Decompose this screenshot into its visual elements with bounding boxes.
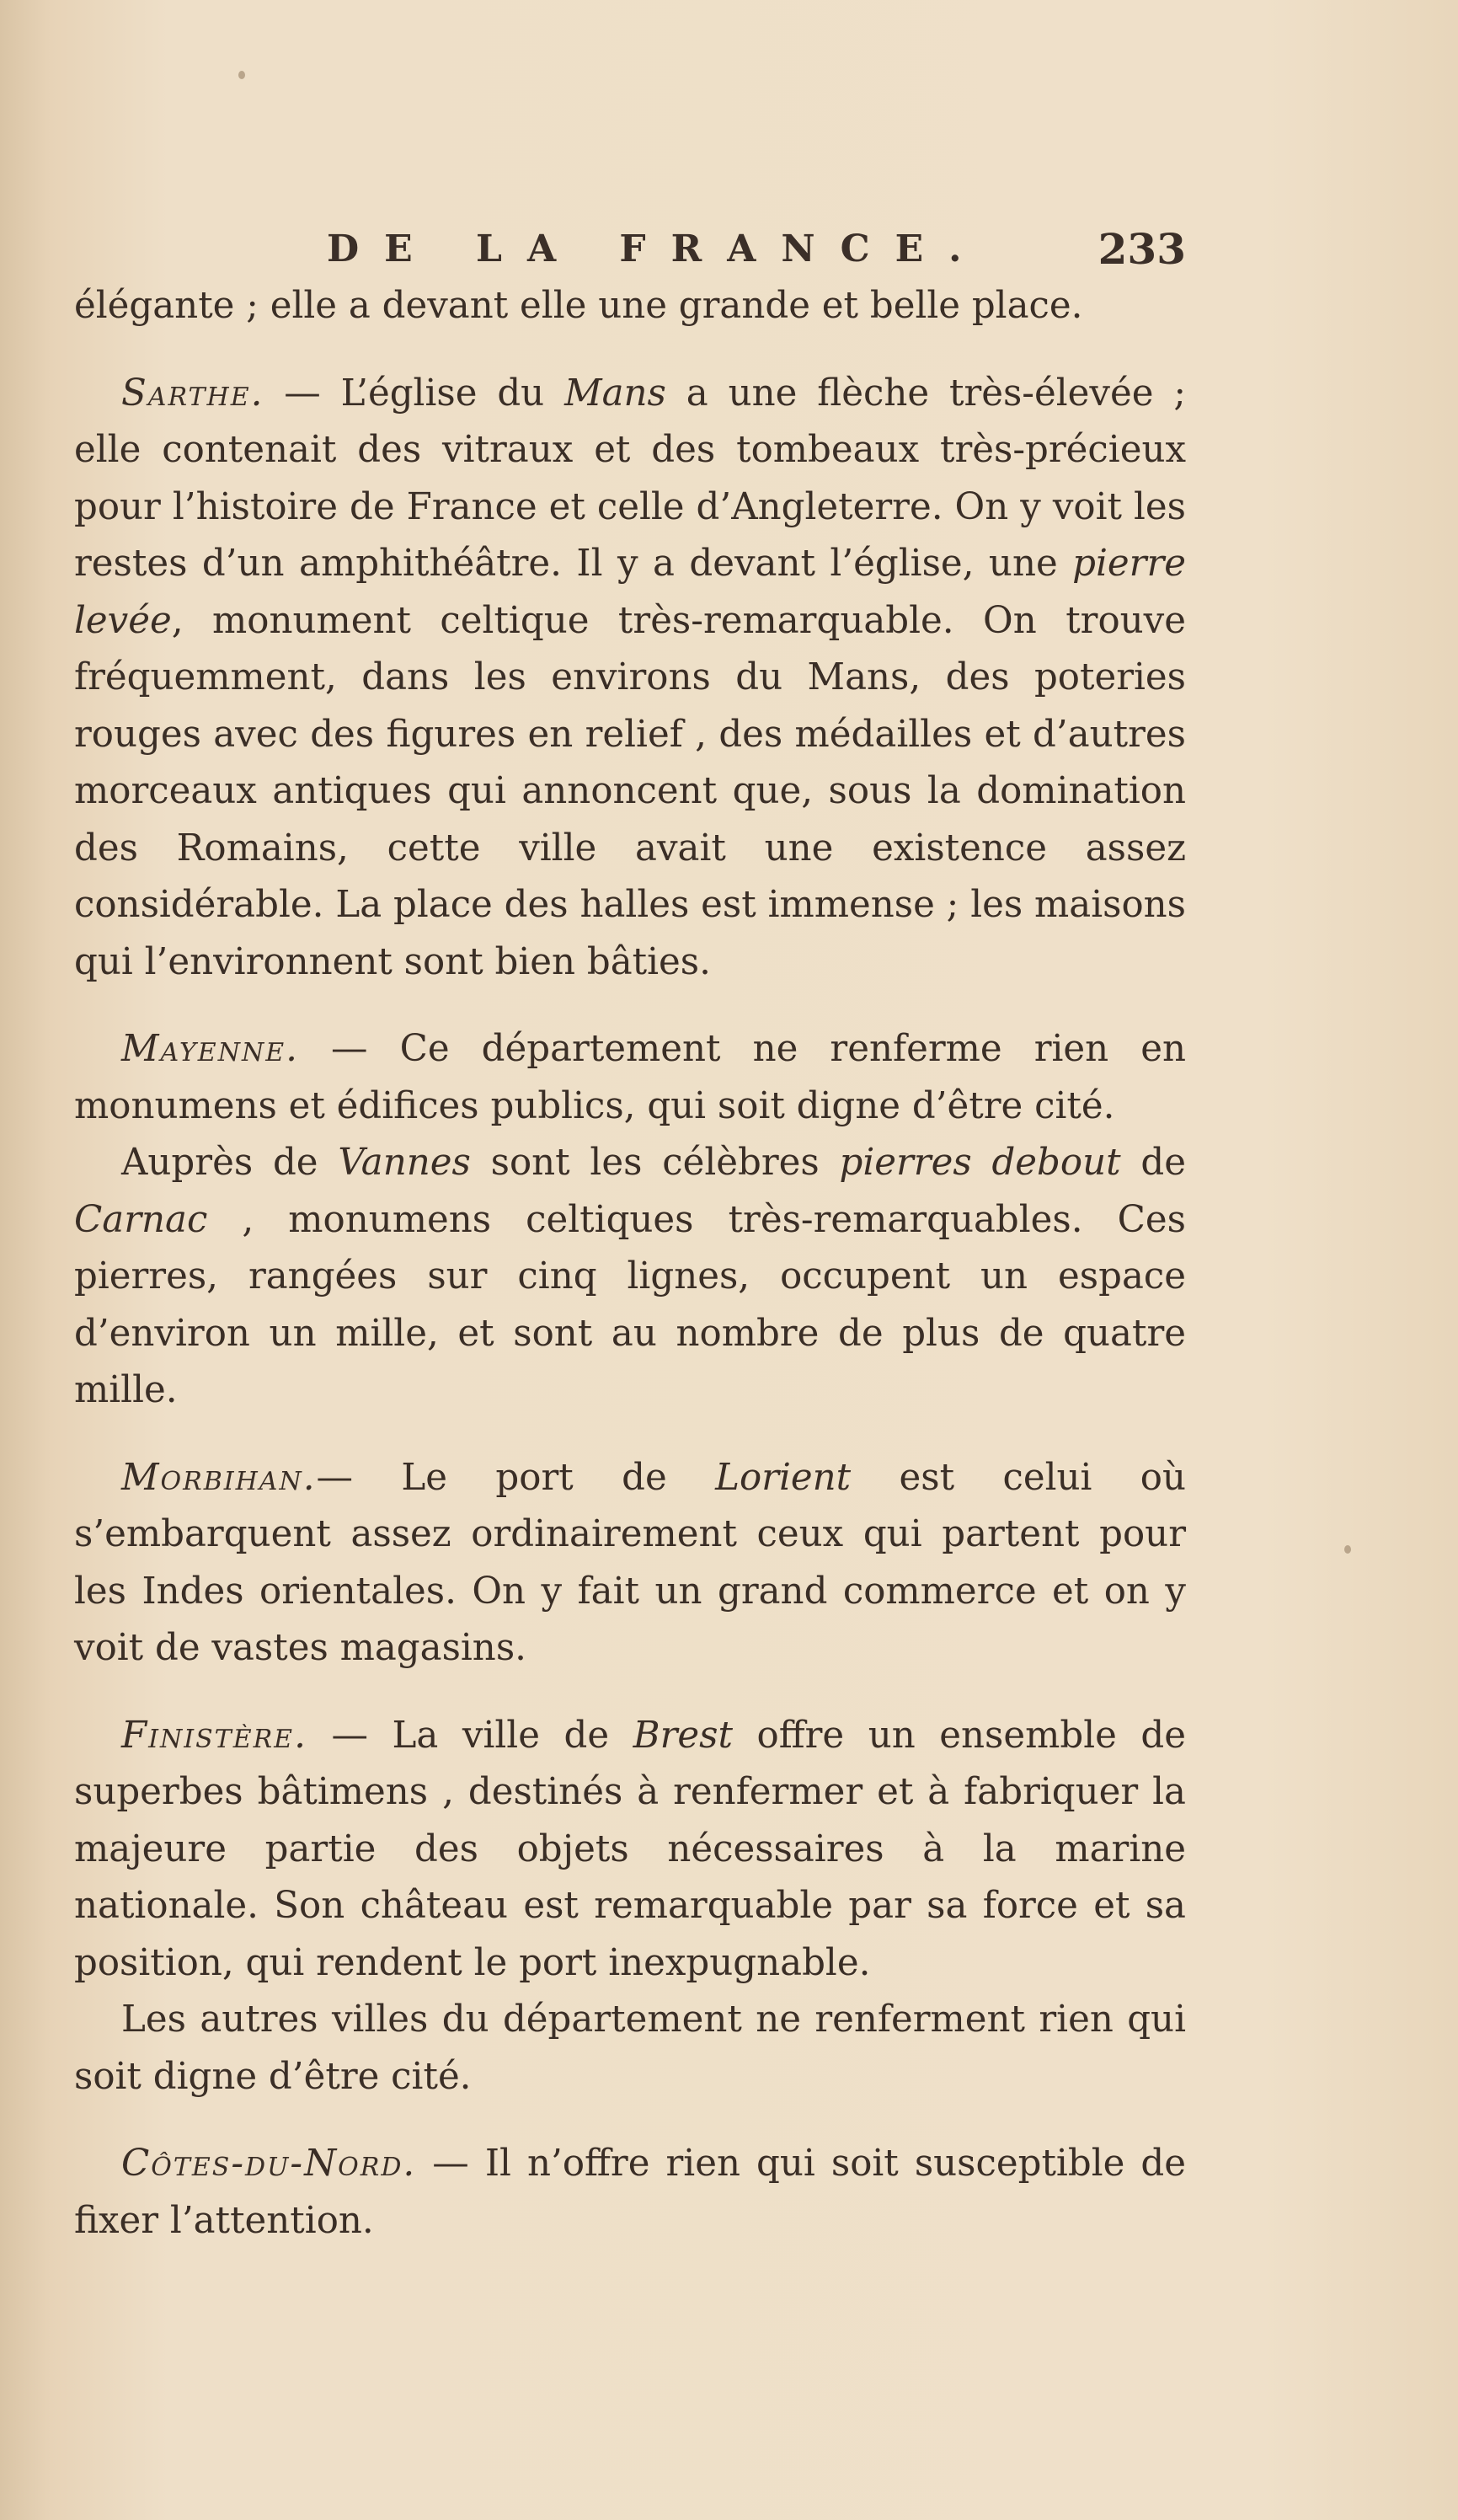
paragraph-finistere — [74, 1708, 1186, 1993]
italic-place-name: Carnac — [74, 1198, 208, 1241]
paragraph-carnac — [74, 1135, 1186, 1420]
paragraph-text: — Il n’offre rien qui soit susceptible de fixer l’attention. — [74, 2143, 1186, 2242]
running-head — [74, 211, 1186, 278]
paragraph-text: est celui où s’embarquent assez ordinairement ceux qui partent pour les Indes orientales. On y fait un grand commerce et on y voit de vastes magasins. — [74, 1456, 1186, 1669]
paragraph-cotes-du-nord — [74, 2136, 1186, 2250]
paragraph-text: de — [1120, 1142, 1186, 1184]
italic-place-name: Lorient — [715, 1456, 852, 1499]
department-heading: Côtes-du-Nord. — [121, 2143, 417, 2185]
department-heading: Sarthe. — [121, 372, 264, 415]
department-heading: Finistère. — [121, 1714, 307, 1757]
book-page — [74, 211, 1186, 2250]
paragraph-text: sont les célèbres — [470, 1142, 840, 1184]
italic-term: pierre levée — [74, 543, 1186, 642]
italic-place-name: Mans — [564, 372, 666, 415]
paragraph-text: — Ce département ne renferme rien en monumens et édifices publics, qui soit digne d’être cité. — [74, 1028, 1186, 1127]
italic-place-name: Brest — [633, 1714, 733, 1757]
paragraph-text: — L’église du — [264, 372, 565, 415]
paragraph-text: — La ville de — [307, 1714, 633, 1757]
paragraph-autres-villes — [74, 1992, 1186, 2105]
paragraph-text: a une flèche très-élevée ; elle contenait des vitraux et des tombeaux très-précieux pour l’histoire de France et celle d’Angleterre. On y voit les restes d’un amphithéâtre. Il y a devant l’église, une — [74, 372, 1186, 585]
paragraph-text: élégante ; elle a devant elle une grande et belle place. — [74, 285, 1083, 327]
page-number: 233 — [1098, 224, 1186, 274]
italic-place-name: Vannes — [338, 1142, 471, 1184]
paragraph-morbihan — [74, 1450, 1186, 1677]
paragraph-text: , monument celtique très-remarquable. On trouve fréquemment, dans les environs du Mans, des poteries rouges avec des figures en relief , des médailles et d’autres morceaux antiques qui annoncent que, sous la domination des Romains, cette ville avait une existence assez considérable. La place des halles est immense ; les maisons qui l’environnent sont bien bâties. — [74, 599, 1186, 983]
paper-spot — [1344, 1545, 1351, 1554]
paragraph-continuation — [74, 278, 1186, 335]
paragraph-text: — Le port de — [316, 1456, 716, 1499]
paper-spot — [238, 71, 245, 79]
paragraph-sarthe — [74, 366, 1186, 992]
paragraph-text: , monumens celtiques très-remarquables. Ces pierres, rangées sur cinq lignes, occupent un espace d’environ un mille, et sont au nombre de plus de quatre mille. — [74, 1198, 1186, 1411]
paragraph-text: offre un ensemble de superbes bâtimens , destinés à renfermer et à fabriquer la majeure partie des objets nécessaires à la marine nationale. Son château est remarquable par sa force et sa position, qui rendent le port inexpugnable. — [74, 1714, 1187, 1984]
paragraph-text: Auprès de — [121, 1142, 339, 1184]
running-title: DE LA FRANCE. — [327, 227, 987, 270]
paragraph-mayenne — [74, 1021, 1186, 1135]
italic-term: pierres debout — [839, 1142, 1121, 1184]
department-heading: Mayenne. — [121, 1028, 299, 1070]
department-heading: Morbihan. — [121, 1456, 317, 1499]
paragraph-text: Les autres villes du département ne renferment rien qui soit digne d’être cité. — [74, 1998, 1186, 2098]
